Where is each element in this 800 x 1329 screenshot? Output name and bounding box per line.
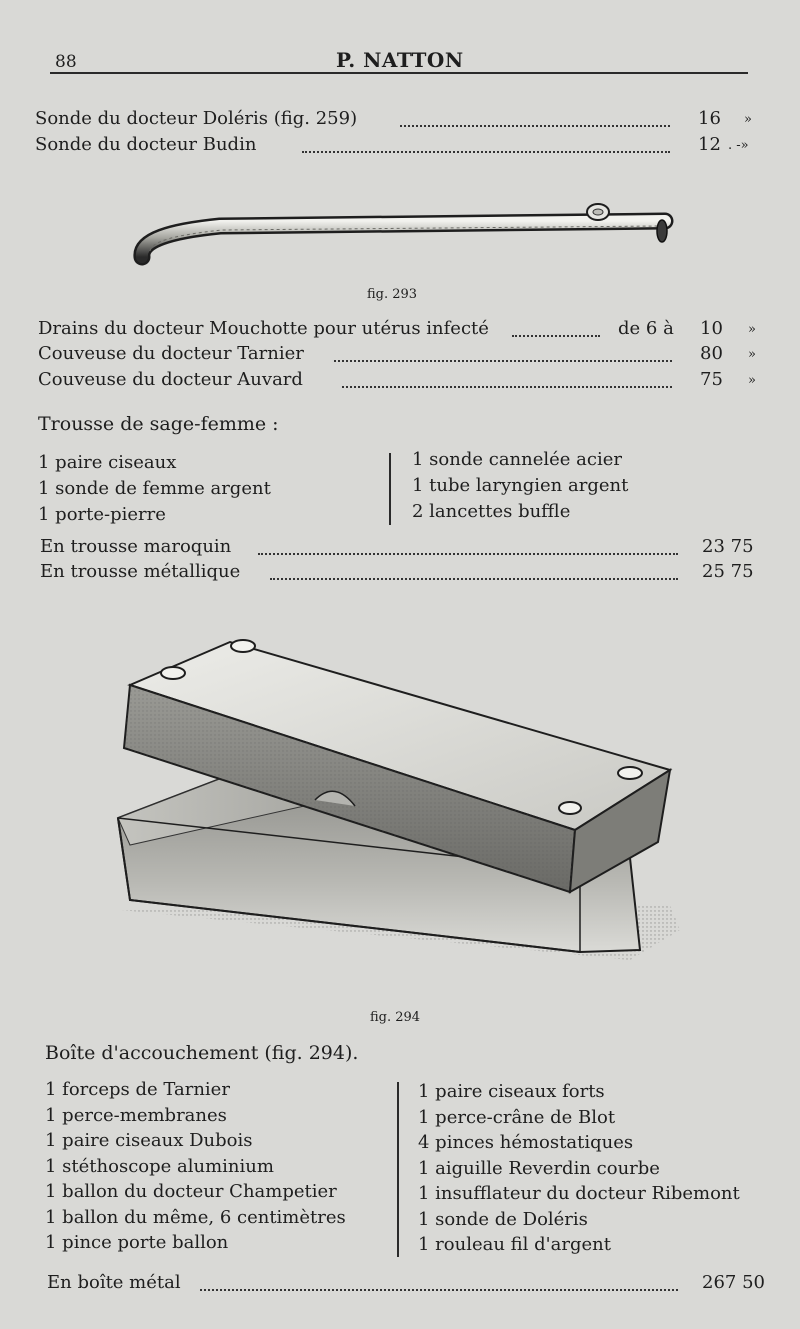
price-row — [0, 536, 800, 562]
list-item: 1 aiguille Reverdin courbe — [418, 1157, 660, 1179]
list-item: 1 sonde cannelée acier — [412, 449, 622, 470]
item-price: 16 — [698, 108, 721, 129]
leader-dots — [342, 386, 672, 388]
column-divider — [389, 453, 391, 525]
price-mark: » — [744, 112, 752, 127]
item-label: Sonde du docteur Budin — [35, 134, 257, 155]
list-item: 1 insufflateur du docteur Ribemont — [418, 1183, 740, 1204]
item-label: En trousse métallique — [40, 561, 241, 582]
item-price: 75 — [700, 369, 723, 390]
column-divider — [397, 1082, 399, 1257]
metal-box-illustration — [110, 630, 685, 995]
leader-dots — [270, 578, 678, 580]
list-item: 2 lancettes buffle — [412, 501, 571, 522]
list-item: 1 paire ciseaux — [38, 452, 177, 473]
item-price: 10 — [700, 318, 723, 339]
item-label: Couveuse du docteur Auvard — [38, 369, 303, 390]
list-item: 4 pinces hémostatiques — [418, 1132, 634, 1153]
list-item: 1 porte-pierre — [38, 504, 166, 525]
item-price: 12 — [698, 134, 721, 155]
list-item: 1 pince porte ballon — [45, 1232, 229, 1253]
leader-dots — [512, 335, 600, 337]
leader-dots — [400, 125, 670, 127]
figure-caption: fig. 294 — [370, 1010, 421, 1025]
leader-dots — [258, 553, 678, 555]
section-title: Boîte d'accouchement (fig. 294). — [45, 1042, 359, 1064]
price-row — [0, 1272, 800, 1298]
item-label: Couveuse du docteur Tarnier — [38, 343, 304, 364]
price-mark: » — [748, 322, 756, 337]
item-label: En boîte métal — [47, 1272, 181, 1293]
price-prefix: de 6 à — [618, 318, 674, 339]
list-item: 1 forceps de Tarnier — [45, 1079, 230, 1100]
list-item: 1 ballon du même, 6 centimètres — [45, 1206, 346, 1228]
kit-list-right — [418, 1079, 740, 1258]
page-number: 88 — [55, 52, 77, 72]
price-mark: » — [748, 347, 756, 362]
kit-list-left — [45, 1077, 346, 1256]
list-item: 1 sonde de femme argent — [38, 478, 271, 499]
list-item: 1 ballon du docteur Champetier — [45, 1181, 337, 1202]
price-row — [0, 343, 800, 369]
item-label: En trousse maroquin — [40, 536, 232, 557]
price-mark: » — [748, 373, 756, 388]
catheter-illustration — [130, 195, 675, 270]
section-title: Trousse de sage-femme : — [38, 413, 279, 435]
figure-caption: fig. 293 — [367, 287, 418, 302]
leader-dots — [334, 360, 672, 362]
list-item: 1 paire ciseaux Dubois — [45, 1130, 253, 1151]
price-mark: . -» — [728, 138, 749, 153]
list-item: 1 tube laryngien argent — [412, 475, 629, 496]
leader-dots — [302, 151, 670, 153]
item-price: 23 75 — [702, 536, 754, 557]
header-rule — [50, 72, 748, 74]
list-item: 1 sonde de Doléris — [418, 1208, 588, 1230]
item-label: Sonde du docteur Doléris (fig. 259) — [35, 108, 358, 129]
item-price: 80 — [700, 343, 723, 364]
page-header-title: P. NATTON — [336, 48, 464, 72]
item-label: Drains du docteur Mouchotte pour utérus infecté — [38, 318, 489, 339]
kit-list-right — [412, 447, 628, 525]
item-price: 267 50 — [702, 1272, 765, 1293]
list-item: 1 perce-membranes — [45, 1104, 227, 1126]
kit-list-left — [38, 450, 271, 528]
list-item: 1 perce-crâne de Blot — [418, 1106, 616, 1128]
item-price: 25 75 — [702, 561, 754, 582]
price-row — [0, 318, 800, 344]
price-row — [0, 108, 800, 134]
list-item: 1 rouleau fil d'argent — [418, 1234, 611, 1255]
price-row — [0, 561, 800, 587]
leader-dots — [200, 1289, 678, 1291]
price-row — [0, 369, 800, 395]
list-item: 1 stéthoscope aluminium — [45, 1155, 274, 1177]
list-item: 1 paire ciseaux forts — [418, 1081, 605, 1102]
price-row — [0, 134, 800, 160]
